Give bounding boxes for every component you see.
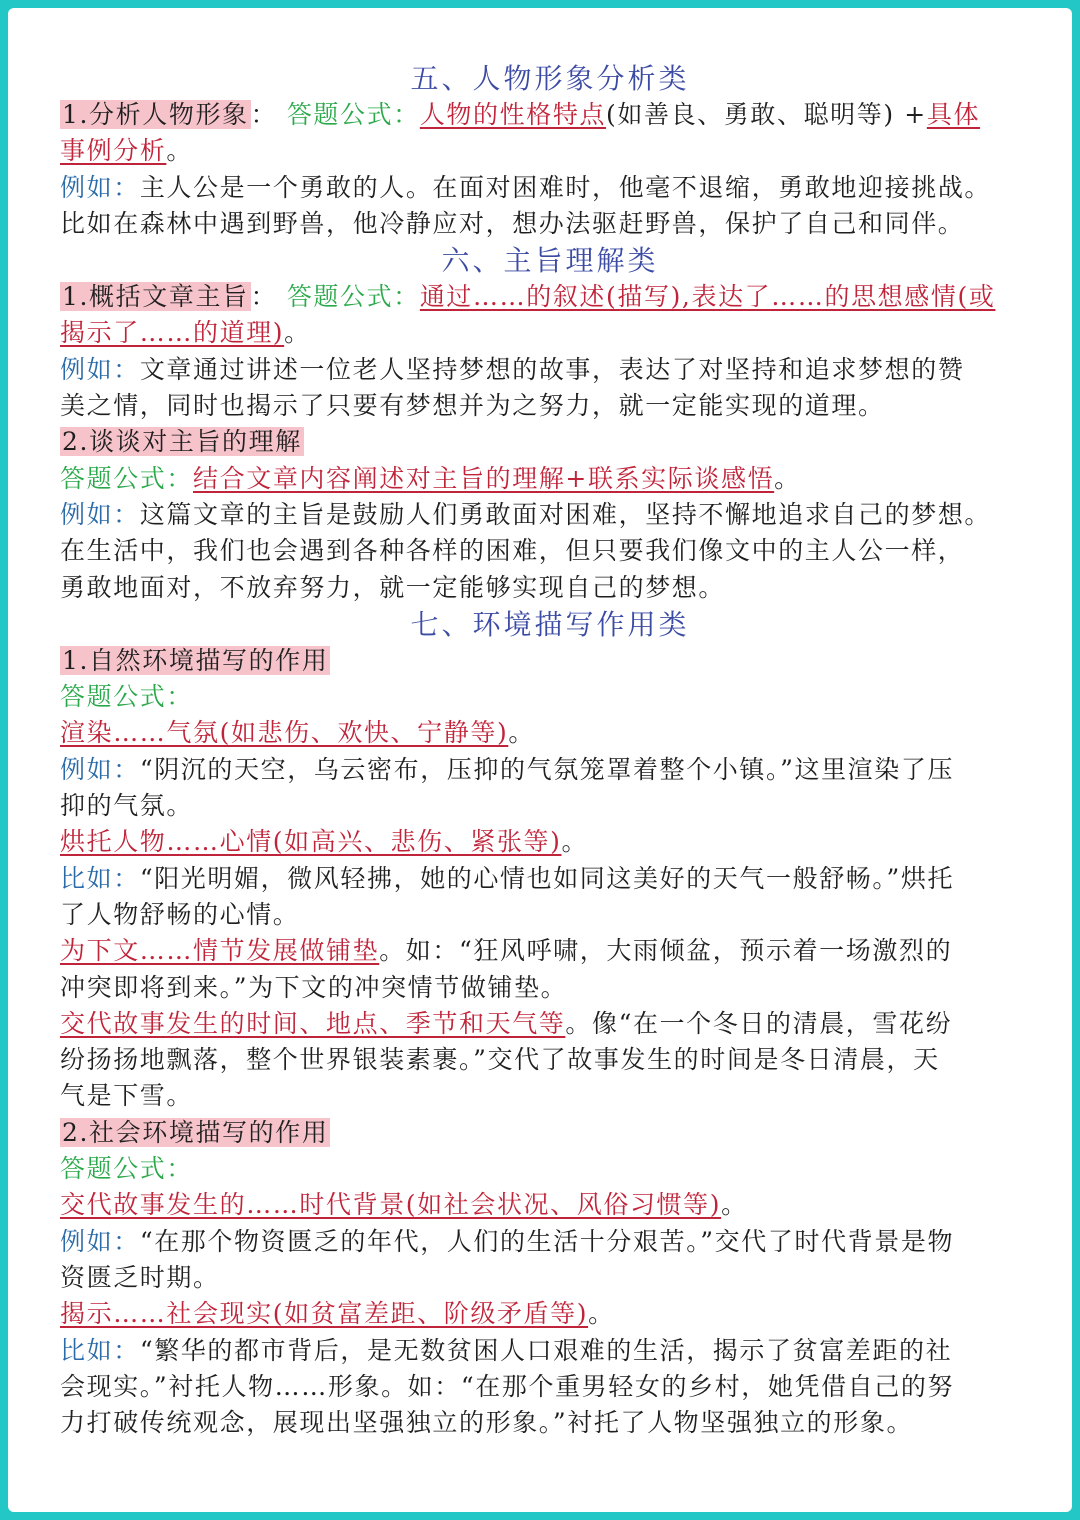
s7-f1-line xyxy=(60,715,1022,751)
s7-e2-line1 xyxy=(60,861,1022,897)
s5-formula-d: 事例分析 xyxy=(60,136,167,166)
s5-formula-cont xyxy=(60,133,1022,169)
s6-example2-line3: 勇敢地面对，不放弃努力，就一定能够实现自己的梦想。 xyxy=(60,572,726,602)
period: 。 xyxy=(508,718,535,748)
s7-f2: 烘托人物……心情(如高兴、悲伤、紧张等) xyxy=(60,827,562,857)
example-label: 例如： xyxy=(60,1226,140,1256)
example-label: 例如： xyxy=(60,354,140,384)
s6-example1-text1: 文章通过讲述一位老人坚持梦想的故事，表达了对坚持和追求梦想的赞 xyxy=(139,354,965,384)
s5-formula-b: (如善良、勇敢、聪明等) + xyxy=(606,100,927,129)
period: 。 xyxy=(774,463,801,493)
s7-q2-formula-label: 答题公式： xyxy=(60,1154,194,1184)
s6-example2-line2: 在生活中，我们也会遇到各种各样的困难，但只要我们像文中的主人公一样， xyxy=(60,536,965,566)
s7-g1-e-text1: “在那个物资匮乏的年代，人们的生活十分艰苦。”交代了时代背景是物 xyxy=(139,1226,955,1256)
example-label: 例如： xyxy=(60,172,140,202)
s5-q1-label: 1.分析人物形象 xyxy=(62,100,249,129)
s7-f3: 为下文……情节发展做铺垫 xyxy=(60,936,380,966)
s6-q2-formula-line xyxy=(60,461,1022,497)
s6-formula-cont xyxy=(60,315,1022,351)
s7-g1: 交代故事发生的……时代背景(如社会状况、风俗习惯等) xyxy=(60,1190,722,1220)
s7-f4-line xyxy=(60,1006,1022,1042)
colon: ： xyxy=(250,100,278,129)
period: 。 xyxy=(166,136,194,166)
s5-formula-a: 人物的性格特点 xyxy=(419,100,607,129)
document-page xyxy=(8,8,1072,1512)
s5-q1-line xyxy=(60,97,1022,133)
s7-f4: 交代故事发生的时间、地点、季节和天气等 xyxy=(60,1008,566,1038)
formula-label: 答题公式： xyxy=(286,100,420,129)
s7-q2-label: 2.社会环境描写的作用 xyxy=(62,1117,329,1147)
s7-g2-e-text1: “繁华的都市背后，是无数贫困人口艰难的生活，揭示了贫富差距的社 xyxy=(139,1335,953,1365)
s6-q2-line xyxy=(60,424,1022,460)
s6-formula-a: 通过……的叙述(描写),表达了……的思想感情(或 xyxy=(419,282,996,312)
colon: ： xyxy=(250,282,278,312)
s7-f4-line2: 纷扬扬地飘落，整个世界银装素裹。”交代了故事发生的时间是冬日清晨，天 xyxy=(60,1045,940,1075)
s6-q1-label: 1.概括文章主旨 xyxy=(62,282,249,312)
s7-q1-label: 1.自然环境描写的作用 xyxy=(62,645,329,675)
s7-e1-text1: “阴沉的天空，乌云密布，压抑的气氛笼罩着整个小镇。”这里渲染了压 xyxy=(139,754,955,784)
s6-example2-text1: 这篇文章的主旨是鼓励人们勇敢面对困难，坚持不懈地追求自己的梦想。 xyxy=(139,499,992,529)
s7-f4-line3: 气是下雪。 xyxy=(60,1081,194,1111)
example-label: 比如： xyxy=(60,863,140,893)
s7-e2-text1: “阳光明媚，微风轻拂，她的心情也如同这美好的天气一般舒畅。”烘托 xyxy=(139,863,955,893)
s7-f3-line xyxy=(60,933,1022,969)
s5-example-line2: 比如在森林中遇到野兽，他冷静应对，想办法驱赶野兽，保护了自己和同伴。 xyxy=(60,208,965,238)
period: 。 xyxy=(721,1190,748,1220)
s7-g1-e-line1 xyxy=(60,1224,1022,1260)
s7-e1-line2: 抑的气氛。 xyxy=(60,791,194,821)
s7-g2-e-line3: 力打破传统观念，展现出坚强独立的形象。”衬托了人物坚强独立的形象。 xyxy=(60,1408,914,1438)
s5-example-line1 xyxy=(60,170,1022,206)
s7-f1: 渲染……气氛(如悲伤、欢快、宁静等) xyxy=(60,718,509,748)
s7-g1-e-line2: 资匮乏时期。 xyxy=(60,1262,220,1292)
s7-f3-line2: 冲突即将到来。”为下文的冲突情节做铺垫。 xyxy=(60,972,568,1002)
s7-g1-line xyxy=(60,1187,1022,1223)
s5-example-text1: 主人公是一个勇敢的人。在面对困难时，他毫不退缩，勇敢地迎接挑战。 xyxy=(139,172,992,202)
formula-label: 答题公式： xyxy=(286,282,420,312)
s7-f2-line xyxy=(60,824,1022,860)
s6-q2-label: 2.谈谈对主旨的理解 xyxy=(62,427,302,457)
section-title-5: 五、人物形象分析类 xyxy=(410,62,690,95)
s7-f3-tail: 。如：“狂风呼啸，大雨倾盆，预示着一场激烈的 xyxy=(379,936,953,966)
period: 。 xyxy=(561,827,589,857)
period: 。 xyxy=(284,318,311,348)
example-label: 例如： xyxy=(60,499,140,529)
example-label: 例如： xyxy=(60,754,140,784)
s5-formula-c: 具体 xyxy=(926,100,981,129)
s7-g2-e-line2: 会现实。”衬托人物……形象。如：“在那个重男轻女的乡村，她凭借自己的努 xyxy=(60,1371,955,1401)
s6-q2-formula: 结合文章内容阐述对主旨的理解+联系实际谈感悟 xyxy=(193,463,775,493)
s6-example1-line1 xyxy=(60,352,1022,388)
s6-q1-line xyxy=(60,279,1022,315)
formula-label: 答题公式： xyxy=(60,463,194,493)
s7-e2-line2: 了人物舒畅的心情。 xyxy=(60,899,300,929)
s7-q1-line xyxy=(60,643,1022,679)
s7-g2-line xyxy=(60,1296,1022,1332)
s7-e1-line1 xyxy=(60,752,1022,788)
s7-q1-formula-label: 答题公式： xyxy=(60,682,194,712)
period: 。 xyxy=(588,1299,615,1329)
s6-example1-line2: 美之情，同时也揭示了只要有梦想并为之努力，就一定能实现的道理。 xyxy=(60,391,885,421)
section-title-6: 六、主旨理解类 xyxy=(441,244,659,278)
section-title-7: 七、环境描写作用类 xyxy=(410,607,690,641)
s7-g2: 揭示……社会现实(如贫富差距、阶级矛盾等) xyxy=(60,1299,589,1329)
s6-example2-line1 xyxy=(60,497,1022,533)
s7-f4-tail: 。像“在一个冬日的清晨，雪花纷 xyxy=(565,1008,953,1038)
s7-g2-e-line1 xyxy=(60,1333,1022,1369)
example-label: 比如： xyxy=(60,1335,140,1365)
s6-formula-b: 揭示了……的道理) xyxy=(60,318,285,348)
s7-q2-line xyxy=(60,1115,1022,1151)
